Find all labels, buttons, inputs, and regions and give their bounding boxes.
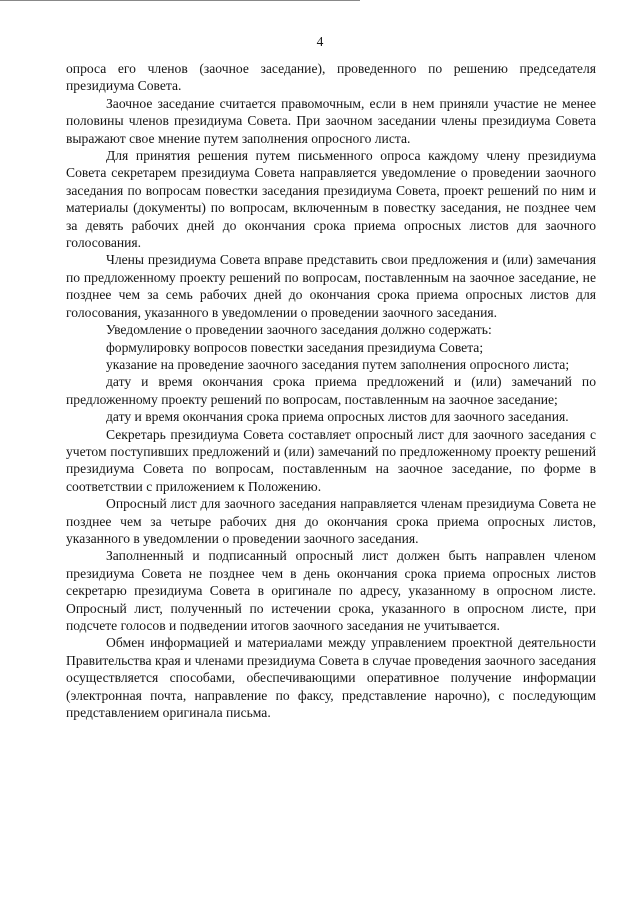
paragraph-8: дату и время окончания срока приема предложений и (или) замечаний по предложенному проекту решений по вопросам, поставленным на заочное заседание; — [66, 374, 596, 407]
document-body — [66, 60, 596, 721]
paragraph-6: формулировку вопросов повестки заседания президиума Совета; — [106, 339, 484, 355]
paragraph-2: Заочное заседание считается правомочным, если в нем приняли участие не менее половины членов президиума Совета. При заочном заседании члены президиума Совета выражают свое мнение путем заполнения опросного листа. — [66, 95, 596, 146]
paragraph-9: дату и время окончания срока приема опросных листов для заочного заседания. — [106, 409, 569, 425]
paragraph-10: Секретарь президиума Совета составляет опросный лист для заочного заседания с учетом поступивших предложений и (или) замечаний по предложенному проекту решений президиума Совета по вопросам, поставленным на заочное заседание, по форме в соответствии с приложением к Положению. — [66, 426, 596, 494]
paragraph-13: Обмен информацией и материалами между управлением проектной деятельности Правительства края и членами президиума Совета в случае проведения заочного заседания осуществляется способами, обеспечивающими оперативное получение информации (электронная почта, направление по факсу, представление нарочно), с последующим представлением оригинала письма. — [66, 635, 596, 721]
paragraph-5: Уведомление о проведении заочного заседания должно содержать: — [106, 322, 492, 338]
top-rule — [0, 0, 360, 1]
page-number: 4 — [316, 34, 324, 49]
paragraph-11: Опросный лист для заочного заседания направляется членам президиума Совета не позднее чем за четыре рабочих дня до окончания срока приема опросных листов, указанного в уведомлении о проведении заочного заседания. — [66, 496, 596, 546]
paragraph-12: Заполненный и подписанный опросный лист должен быть направлен членом президиума Совета не позднее чем в день окончания срока приема опросных листов секретарю президиума Совета в оригинале по адресу, указанному в опросном листе. Опросный лист, полученный по истечении срока, указанного в опросном листе, при подсчете голосов и подведении итогов заочного заседания не учитывается. — [66, 548, 596, 633]
paragraph-3: Для принятия решения путем письменного опроса каждому члену президиума Совета секретарем президиума Совета направляется уведомление о проведении заочного заседания по вопросам повестки заседания президиума Совета, проект решений по ним и материалы (документы) по вопросам, включенным в повестку заседания, не позднее чем за девять рабочих дней до окончания срока приема опросных листов для заочного голосования. — [66, 148, 596, 251]
paragraph-4: Члены президиума Совета вправе представить свои предложения и (или) замечания по предложенному проекту решений по вопросам, поставленным на заочное заседание, не позднее чем за семь рабочих дней до окончания срока приема опросных листов для голосования, указанного в уведомлении о проведении заочного заседания. — [66, 252, 596, 320]
paragraph-1: опроса его членов (заочное заседание), проведенного по решению председателя президиума Совета. — [66, 61, 596, 94]
paragraph-7: указание на проведение заочного заседания путем заполнения опросного листа; — [106, 356, 570, 372]
